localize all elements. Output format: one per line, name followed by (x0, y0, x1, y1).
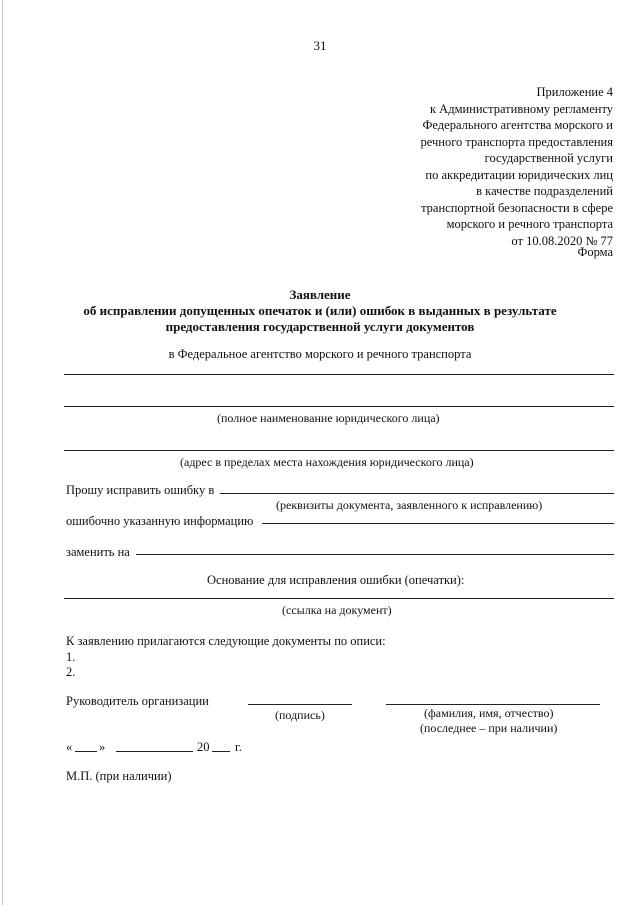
title-line-1: Заявление (289, 287, 351, 302)
basis-label: Основание для исправления ошибки (опечатки): (207, 573, 465, 587)
attachment-item: 1. (66, 650, 76, 664)
stamp-note: М.П. (при наличии) (66, 769, 172, 783)
address-line[interactable] (64, 450, 614, 451)
replace-with-label: заменить на (66, 545, 130, 559)
appendix-block (421, 84, 613, 249)
appendix-line: в качестве подразделений (476, 184, 613, 198)
correct-error-field[interactable] (220, 493, 614, 494)
addressee: в Федеральное агентство морского и речного транспорта (168, 347, 472, 361)
page-number: 31 (313, 38, 327, 53)
appendix-line: транспортной безопасности в сфере (421, 200, 613, 215)
title-line-3: предоставления государственной услуги документов (165, 319, 475, 334)
patronymic-note-caption: (последнее – при наличии) (420, 721, 558, 735)
date-open-quote: « (66, 740, 73, 754)
appendix-line: речного транспорта предоставления (420, 134, 613, 149)
signature-caption: (подпись) (275, 708, 325, 722)
attachment-item: 2. (66, 665, 76, 679)
attachments-intro: К заявлению прилагаются следующие документы по описи: (66, 634, 386, 648)
date-close-quote: » (99, 740, 106, 754)
date-year-suffix: г. (235, 740, 242, 754)
wrong-info-field[interactable] (262, 523, 614, 524)
doc-link-caption: (ссылка на документ) (282, 603, 392, 617)
full-name-caption: (фамилия, имя, отчество) (424, 706, 554, 720)
title-line-2: об исправлении допущенных опечаток и (или) ошибок в выданных в результате (83, 303, 557, 318)
document-title (0, 287, 640, 335)
date-year-field[interactable] (212, 751, 230, 752)
appendix-line: по аккредитации юридических лиц (425, 167, 613, 182)
replace-with-field[interactable] (136, 554, 614, 555)
address-caption: (адрес в пределах места нахождения юридического лица) (180, 455, 474, 469)
signature-field[interactable] (248, 704, 352, 705)
page-edge (2, 0, 3, 905)
wrong-info-label: ошибочно указанную информацию (66, 514, 254, 528)
appendix-line: Приложение 4 (536, 85, 613, 99)
appendix-line: государственной услуги (484, 151, 613, 165)
date-year-prefix: 20 (197, 740, 210, 754)
legal-name-line-1[interactable] (64, 374, 614, 375)
form-label: Форма (577, 245, 613, 259)
legal-name-caption: (полное наименование юридического лица) (217, 411, 440, 425)
correct-error-label: Прошу исправить ошибку в (66, 483, 215, 497)
doc-requisites-caption: (реквизиты документа, заявленного к исправлению) (276, 498, 543, 512)
basis-field[interactable] (64, 598, 614, 599)
full-name-field[interactable] (386, 704, 600, 705)
head-of-organization-label: Руководитель организации (66, 694, 209, 708)
appendix-line: от 10.08.2020 № 77 (511, 233, 613, 248)
appendix-line: к Административному регламенту (429, 101, 613, 116)
legal-name-line-2[interactable] (64, 406, 614, 407)
date-month-field[interactable] (116, 751, 193, 752)
date-day-field[interactable] (75, 751, 97, 752)
appendix-line: морского и речного транспорта (446, 217, 613, 231)
appendix-line: Федерального агентства морского и (422, 118, 613, 132)
